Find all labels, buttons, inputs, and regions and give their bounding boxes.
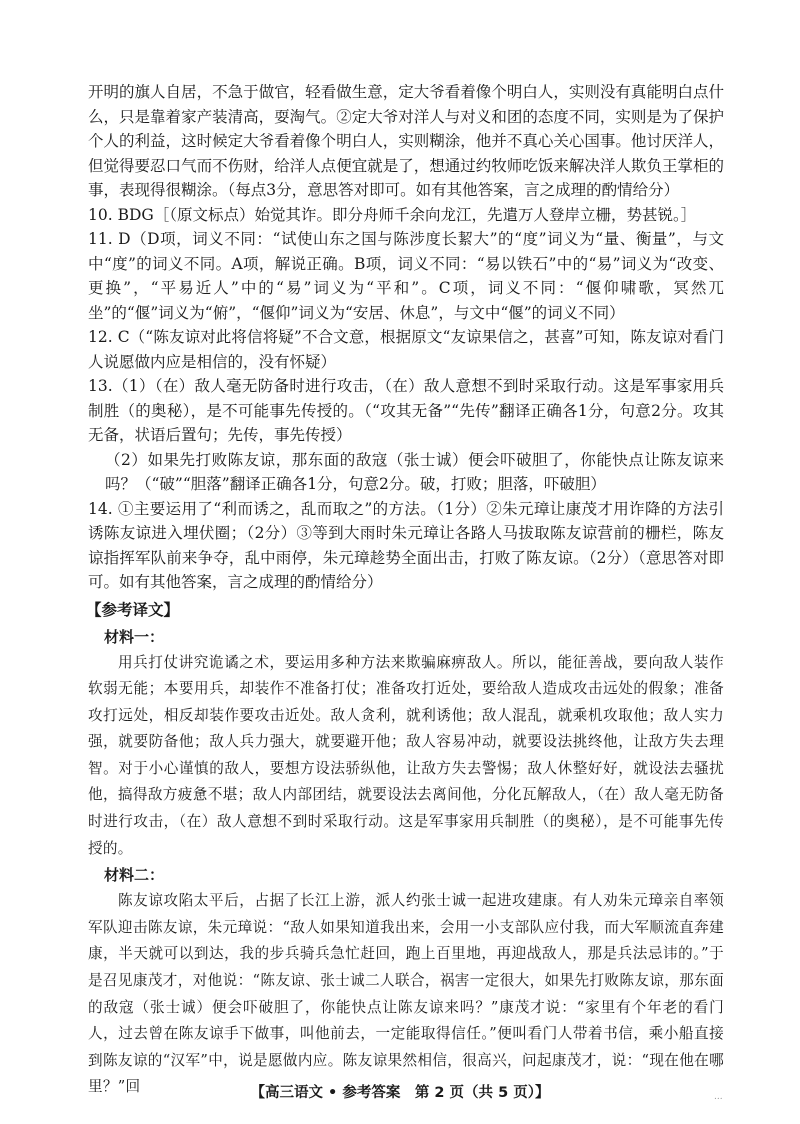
material2-text: 陈友谅攻陷太平后，占据了长江上游，派人约张士诚一起进攻建康。有人劝朱元璋亲自率领军队迎击陈友谅，朱元璋说：“敌人如果知道我出来，会用一小支部队应付我，而大军顺流直奔建康，半天就可以到达，我的步兵骑兵急忙赶回，跑上百里地，再迎战敌人，那是兵法忌讳的。”于是召见康茂才，对他说：“陈友谅、张士诚二人联合，祸害一定很大，如果先打败陈友谅，那东面的敌寇（张士诚）便会吓破胆了，你能快点让陈友谅来吗？”康茂才说：“家里有个年老的看门人，过去曾在陈友谅手下做事，叫他前去，一定能取得信任。”便叫看门人带着书信，乘小船直接到陈友谅的“汉军”中，说是愿做内应。陈友谅果然相信，很高兴，问起康茂才，说：“现在他在哪里？”回 xyxy=(88,892,724,1096)
q9-answer-continued: 开明的旗人自居，不急于做官，轻看做生意，定大爷看着像个明白人，实则没有真能明白点什么，只是靠着家产装清高，耍淘气。②定大爷对洋人与对义和团的态度不同，实则是为了保护个人的利益，这时候定大爷看着像个明白人，实则糊涂，他并不真心关心国事。他讨厌洋人，但觉得要忍口气而不伤财，给洋人点便宜就是了，想通过约牧师吃饭来解决洋人欺负王掌柜的事，表现得很糊涂。（每点3分，意思答对即可。如有其他答案，言之成理的酌情给分） xyxy=(88,83,724,199)
q12-answer: 12. C（“陈友谅对此将信将疑”不合文意，根据原文“友谅果信之，甚喜”可知，陈友谅对看门人说愿做内应是相信的，没有怀疑） xyxy=(88,328,724,371)
corner-mark: ... xyxy=(714,1092,723,1102)
material1-title: 材料一： xyxy=(104,627,165,646)
material1-text: 用兵打仗讲究诡谲之术，要运用多种方法来欺骗麻痹敌人。所以，能征善战，要向敌人装作软弱无能；本要用兵，却装作不准备打仗；准备攻打近处，要给敌人造成攻击远处的假象；准备攻打远处，相反却装作要攻击近处。敌人贪利，就利诱他；敌人混乱，就乘机攻取他；敌人实力强，就要防备他；敌人兵力强大，就要避开他；敌人容易冲动，就要设法挑终他，让敌方失去理智。对于小心谨慎的敌人，要想方设法骄纵他，让敌方失去警惕；敌人休整好好，就设法去骚扰他，搞得敌方疲惫不堪；敌人内部团结，就要设法去离间他，分化瓦解敌人，（在）敌人毫无防备时进行攻击，（在）敌人意想不到时采取行动。这是军事家用兵制胜（的奥秘），是不可能事先传授的。 xyxy=(88,653,724,857)
q11-answer: 11. D（D项，词义不同：“试使山东之国与陈涉度长絜大”的“度”词义为“量、衡量”，与文中“度”的词义不同。A项，解说正确。B项，词义不同：“易以铁石”中的“易”词义为“改变、更换”，“平易近人”中的“易”词义为“平和”。C项，词义不同：“偃仰啸歌，冥然兀坐”的“偃”词义为“俯”，“偃仰”词义为“安居、休息”，与文中“偃”的词义不同） xyxy=(88,230,724,322)
reference-translation-heading: 【参考译文】 xyxy=(86,599,180,619)
q13-part2-answer: （2）如果先打败陈友谅，那东面的敌寇（张士诚）便会吓破胆了，你能快点让陈友谅来吗？（“破”“胆落”翻译正确各1分，句意2分。破，打败；胆落，吓破胆） xyxy=(105,450,724,493)
page-content xyxy=(88,80,724,1101)
q14-answer: 14. ①主要运用了“利而诱之，乱而取之”的方法。（1分）②朱元璋让康茂才用诈降的方法引诱陈友谅进入埋伏圈；（2分）③等到大雨时朱元璋让各路人马拔取陈友谅营前的栅栏，陈友谅指挥军队前来争夺，乱中雨停，朱元璋趁势全面出击，打败了陈友谅。（2分）（意思答对即可。如有其他答案，言之成理的酌情给分） xyxy=(88,499,724,591)
page-footer: 【高三语文 • 参考答案 第 2 页（共 5 页）】 xyxy=(250,1085,550,1101)
q13-part1-answer: 13.（1）（在）敌人毫无防备时进行攻击，（在）敌人意想不到时采取行动。这是军事家用兵制胜（的奥秘），是不可能事先传授的。（“攻其无备”“先传”翻译正确各1分，句意2分。攻其无备，状语后置句；先传，事先传授） xyxy=(88,377,724,444)
q10-answer: 10. BDG［（原文标点）始觉其诈。即分舟师千余向龙江，先遣万人登岸立栅，势甚锐。］ xyxy=(88,205,697,224)
material2-title: 材料二： xyxy=(104,866,165,885)
